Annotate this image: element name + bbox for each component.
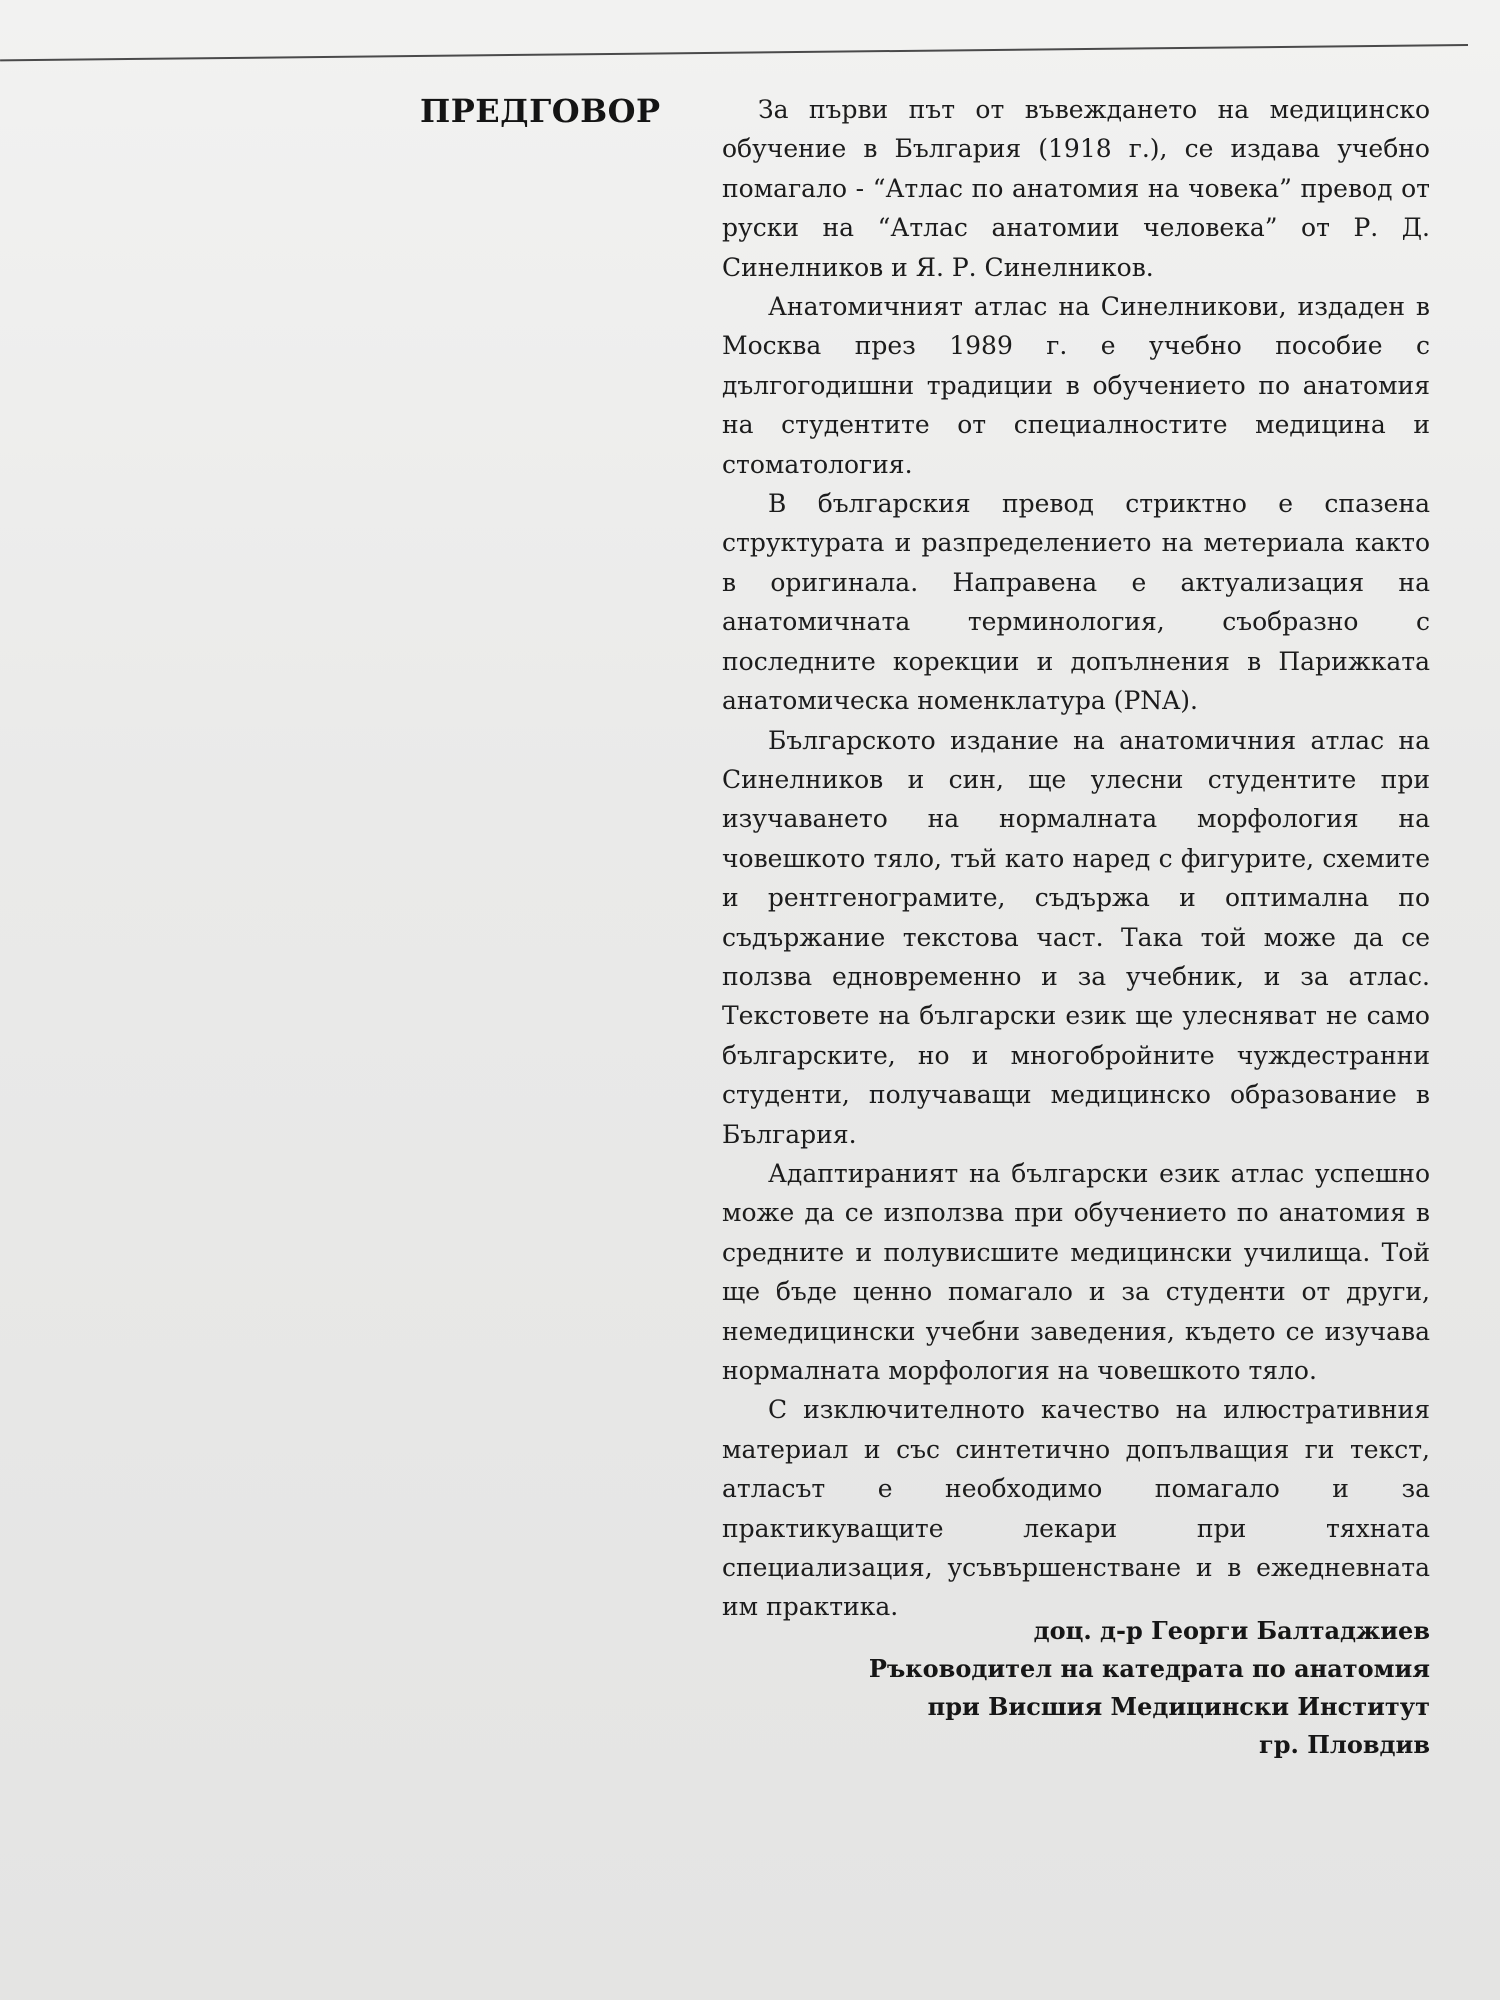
paragraph: Адаптираният на български език атлас успешно може да се използва при обучението по анатомия в средните и полувисшите медицински училища. Той ще бъде ценно помагало и за студенти от други, немедицински учебни заведения, където се изучава нормалната морфология на човешкото тяло. (722, 1158, 1430, 1385)
signature-institution: при Висшия Медицински Институт (927, 1692, 1430, 1721)
paragraph: За първи път от въвеждането на медицинско обучение в България (1918 г.), се издава учебно помагало - “Атлас по анатомия на човека” превод от руски на “Атлас анатомии человека” от Р. Д. Синелников и Я. Р. Синелников. (722, 95, 1430, 282)
paragraph: С изключителното качество на илюстративния материал и със синтетично допълващия ги текст, атласът е необходимо помагало и за практикуващите лекари при тяхната специализация, усъвършенстване и в ежедневната им практика. (722, 1395, 1430, 1622)
top-rule (0, 44, 1468, 61)
page-heading: ПРЕДГОВОР (420, 92, 661, 130)
signature-position: Ръководител на катедрата по анатомия (868, 1654, 1430, 1683)
paragraph: Анатомичният атлас на Синелникови, издаден в Москва през 1989 г. е учебно пособие с дългогодишни традиции в обучението по анатомия на студентите от специалностите медицина и стоматология. (722, 292, 1430, 479)
paragraph: В българския превод стриктно е спазена структурата и разпределението на метериала както в оригинала. Направена е актуализация на анатомичната терминология, съобразно с последните корекции и допълнения в Парижката анатомическа номенклатура (PNA). (722, 489, 1430, 716)
signature-block (869, 1612, 1430, 1764)
preface-body (722, 90, 1430, 1627)
signature-name: доц. д-р Георги Балтаджиев (1033, 1616, 1430, 1645)
signature-city: гр. Пловдив (1259, 1730, 1430, 1759)
paragraph: Българското издание на анатомичния атлас на Синелников и син, ще улесни студентите при изучаването на нормалната морфология на човешкото тяло, тъй като наред с фигурите, схемите и рентгенограмите, съдържа и оптимална по съдържание текстова част. Така той може да се ползва едновременно и за учебник, и за атлас. Текстовете на български език ще улесняват не само българските, но и многобройните чуждестранни студенти, получаващи медицинско образование в България. (722, 725, 1430, 1149)
